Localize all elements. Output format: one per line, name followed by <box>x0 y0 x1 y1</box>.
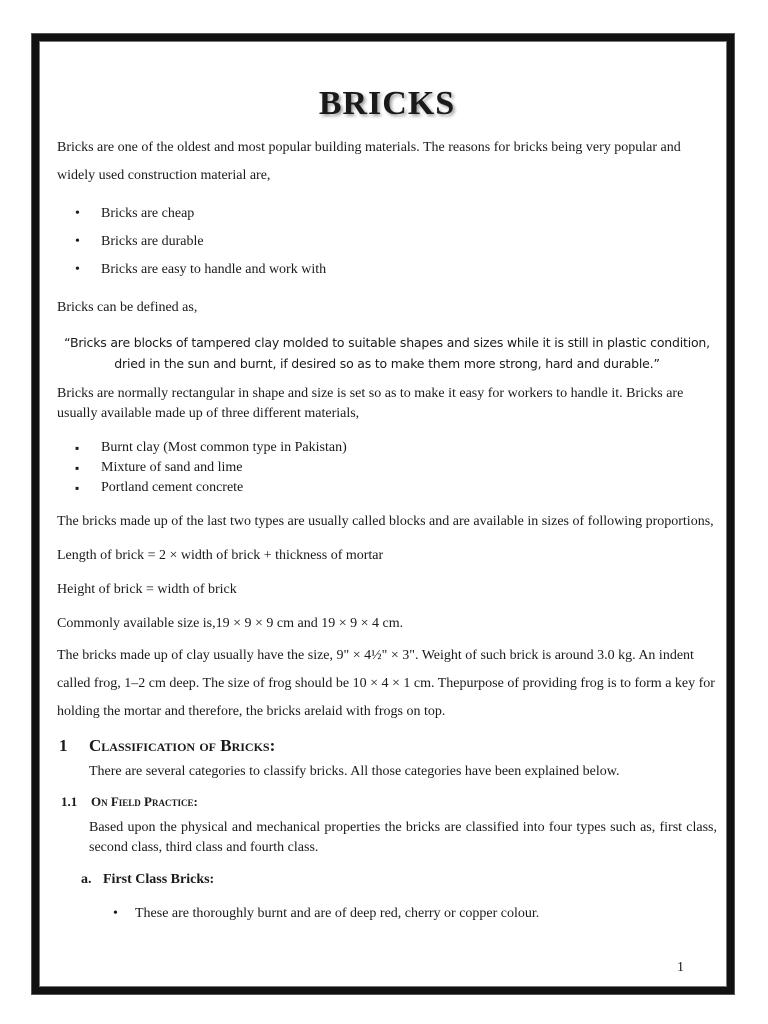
list-item: • These are thoroughly burnt and are of deep red, cherry or copper colour. <box>57 904 717 924</box>
first-class-list <box>57 904 717 924</box>
section-title: Classification of Bricks: <box>89 736 276 755</box>
blocks-paragraph: The bricks made up of the last two types are usually called blocks and are available in sizes of following proportions, <box>57 514 714 529</box>
section-heading-1-1 <box>57 792 717 812</box>
subsection-title: First Class Bricks: <box>103 872 215 887</box>
reasons-list <box>57 200 717 284</box>
section-1-text: There are several categories to classify bricks. All those categories have been explained below. <box>89 764 620 779</box>
subsection-heading-a <box>57 870 717 890</box>
list-item: ▪ Portland cement concrete <box>57 478 717 498</box>
section-1-1-text: Based upon the physical and mechanical properties the bricks are classified into four types such as, first class, second class, third class and fourth class. <box>89 820 717 855</box>
list-item: ▪ Burnt clay (Most common type in Pakistan) <box>57 438 717 458</box>
section-heading-1 <box>57 736 717 756</box>
list-item: ▪ Mixture of sand and lime <box>57 458 717 478</box>
subsection-label: a. <box>81 872 92 887</box>
document-body <box>57 72 717 924</box>
height-formula: Height of brick = width of brick <box>57 582 237 597</box>
clay-paragraph: The bricks made up of clay usually have the size, 9" × 4½" × 3". Weight of such brick is around 3.0 kg. An indent called frog, 1–2 cm deep. The size of frog should be 10 × 4 × 1 cm. Thepurpose of providing frog is to form a key for holding the mortar and therefore, the bricks arelaid with frogs on top. <box>57 648 715 719</box>
definition-intro: Bricks can be defined as, <box>57 300 198 315</box>
section-title: On Field Practice: <box>91 794 198 809</box>
list-item: • Bricks are durable <box>57 228 717 256</box>
list-item: • Bricks are easy to handle and work with <box>57 256 717 284</box>
intro-paragraph: Bricks are one of the oldest and most popular building materials. The reasons for bricks being very popular and widely used construction material are, <box>57 140 681 183</box>
page-title: BRICKS <box>318 85 456 122</box>
list-item: • Bricks are cheap <box>57 200 717 228</box>
common-size: Commonly available size is,19 × 9 × 9 cm and 19 × 9 × 4 cm. <box>57 616 404 631</box>
materials-list <box>57 438 717 498</box>
page-number: 1 <box>677 960 684 975</box>
length-formula: Length of brick = 2 × width of brick + thickness of mortar <box>57 548 384 563</box>
section-number: 1.1 <box>61 794 78 809</box>
shape-paragraph: Bricks are normally rectangular in shape and size is set so as to make it easy for workers to handle it. Bricks are usually available made up of three different materials, <box>57 386 684 421</box>
section-number: 1 <box>59 736 68 755</box>
definition-quote: “Bricks are blocks of tampered clay molded to suitable shapes and sizes while it is still in plastic condition, dried in the sun and burnt, if desired so as to make them more strong, hard and durable.” <box>64 335 710 371</box>
